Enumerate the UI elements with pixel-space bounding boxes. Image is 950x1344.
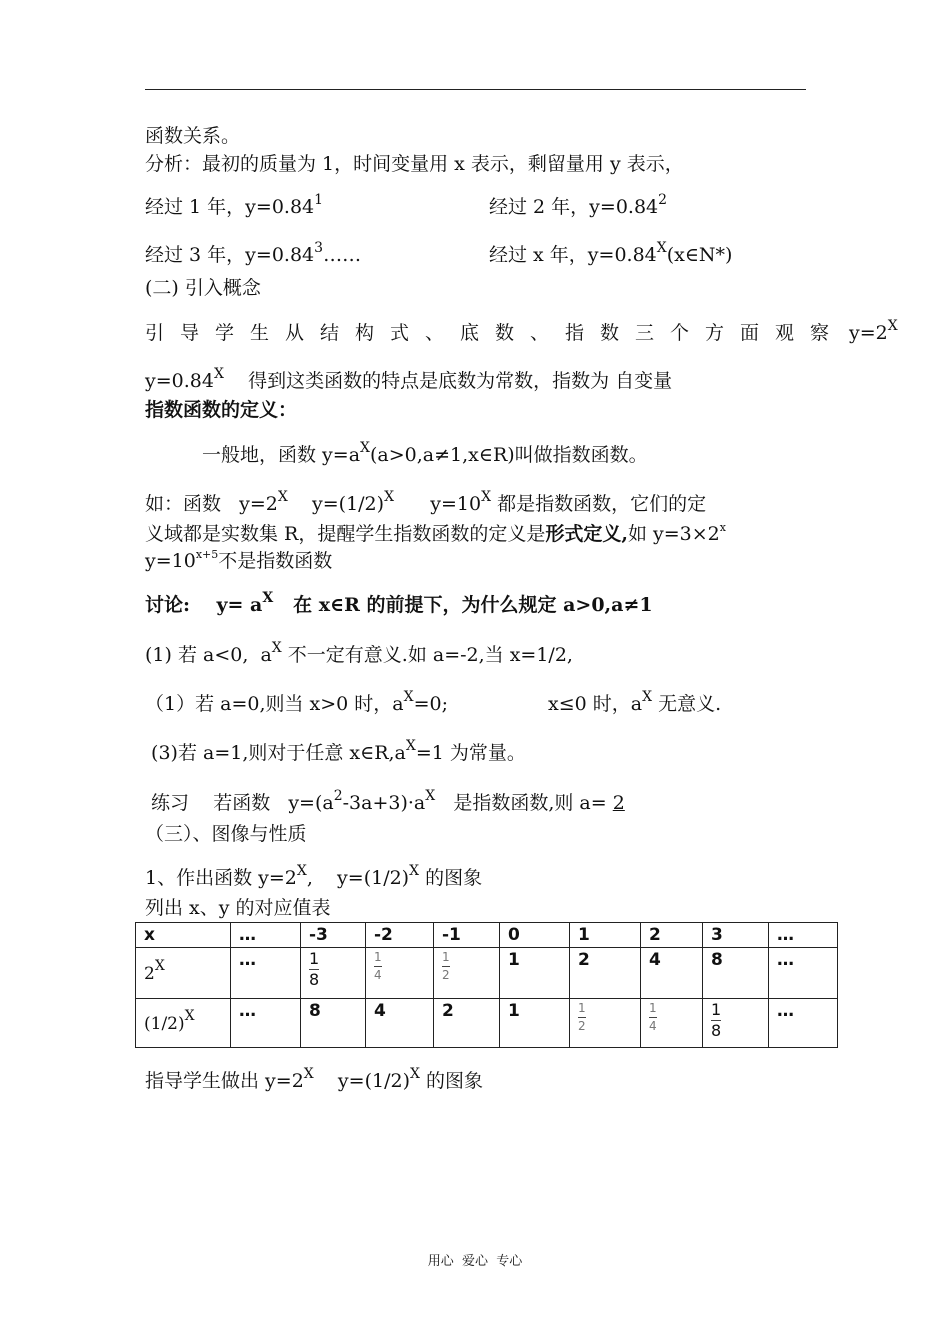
text-line: $y=10^{x+5}$不是指数函数 [145,548,333,572]
text-line: 指导学生做出 $y=2^X$ $y=(1/2)^X$ 的图象 [145,1066,483,1092]
table-cell [434,948,500,999]
fraction: $\frac{1}{4}$ [374,950,382,982]
text-line: 分析：最初的质量为 1，时间变量用 x 表示，剩留量用 y 表示， [145,153,684,175]
table-cell: … [231,948,301,999]
row-label: $(1/2)^X$ [136,999,231,1048]
table-cell [570,999,641,1048]
text-line: x≤0 时，$a^X$ 无意义. [548,689,722,715]
table-cell: … [769,948,838,999]
page-footer: 用心 爱心 专心 [427,1254,523,1269]
text-line: (3)若 a=1,则对于任意 $x\in R,a^X=1$ 为常量。 [145,738,526,764]
table-cell [366,948,434,999]
table-cell: … [231,999,301,1048]
section-heading: （三）、图像与性质 [145,823,307,845]
row-label: $2^X$ [136,948,231,999]
table-cell: 8 [301,999,366,1048]
table-row [136,999,838,1048]
table-cell: -2 [366,923,434,948]
fraction: $\frac{1}{8}$ [309,949,320,989]
table-cell [641,999,703,1048]
table-cell [301,948,366,999]
table-cell: … [231,923,301,948]
table-cell: 0 [500,923,570,948]
table-cell: 1 [500,999,570,1048]
table-cell: -3 [301,923,366,948]
exercise-line: 练习 若函数 $y=(a^2-3a+3)\cdot a^X$ 是指数函数,则 a= 2 [145,788,625,814]
fraction: $\frac{1}{2}$ [442,950,450,982]
table-cell: 2 [570,948,641,999]
text-line: 经过 1 年，$y=0.84^1$ [145,192,324,218]
text-line: 经过 3 年，$y=0.84^3\dots\dots$ [145,240,362,266]
table-cell: … [769,999,838,1048]
definition-heading: 指数函数的定义： [145,399,298,421]
text-line: 义域都是实数集 R，提醒学生指数函数的定义是形式定义,如 $y=3\times 2^x$ [145,521,726,545]
text-line: 引导学生从结构式、底数、指数三个方面观察 $y=2^X$ [145,318,898,344]
text-line: (1) 若 a<0, $a^X$ 不一定有意义.如 a=-2,当 x=1/2, [145,640,573,666]
header-rule [145,89,806,90]
text-line: 如：函数 $y=2^X$ $y=(1/2)^X$ $y=10^X$ 都是指数函数，它们的定 [145,489,707,515]
table-cell: 2 [641,923,703,948]
text-line: 列出 x、y 的对应值表 [145,897,331,919]
text-line: 函数关系。 [145,125,241,147]
text-line: 经过 x 年，$y=0.84^X(x\in N*)$ [489,240,733,266]
table-header-row [136,923,838,948]
table-cell: 4 [366,999,434,1048]
table-cell: x [136,923,231,948]
table-cell: 8 [703,948,769,999]
table-cell: 4 [641,948,703,999]
discussion-heading: 讨论: $y= a^X$ 在 x∈R 的前提下，为什么规定 a>0,a≠1 [145,590,653,616]
section-heading: (二) 引入概念 [145,277,261,299]
fraction: $\frac{1}{4}$ [649,1001,657,1033]
table-cell: 1 [570,923,641,948]
table-cell: 1 [500,948,570,999]
table-cell: 2 [434,999,500,1048]
table-cell [703,999,769,1048]
fraction: $\frac{1}{2}$ [578,1001,586,1033]
text-line: 经过 2 年，$y=0.84^2$ [489,192,668,218]
fraction: $\frac{1}{8}$ [711,1000,722,1040]
definition-text: 一般地，函数 $y=a^X(a>0,a\ne 1,x\in R)$叫做指数函数。 [202,440,648,466]
table-cell: -1 [434,923,500,948]
text-line: 1、作出函数 $y=2^X$, $y=(1/2)^X$ 的图象 [145,863,483,889]
text-line: （1）若 a=0,则当 x>0 时，$a^X=0$; [145,689,449,715]
table-cell: 3 [703,923,769,948]
table-row [136,948,838,999]
table-cell: … [769,923,838,948]
text-line: $y=0.84^X$ 得到这类函数的特点是底数为常数，指数为 自变量 [145,366,673,392]
value-table [135,922,838,1048]
exercise-answer: 2 [612,792,625,814]
